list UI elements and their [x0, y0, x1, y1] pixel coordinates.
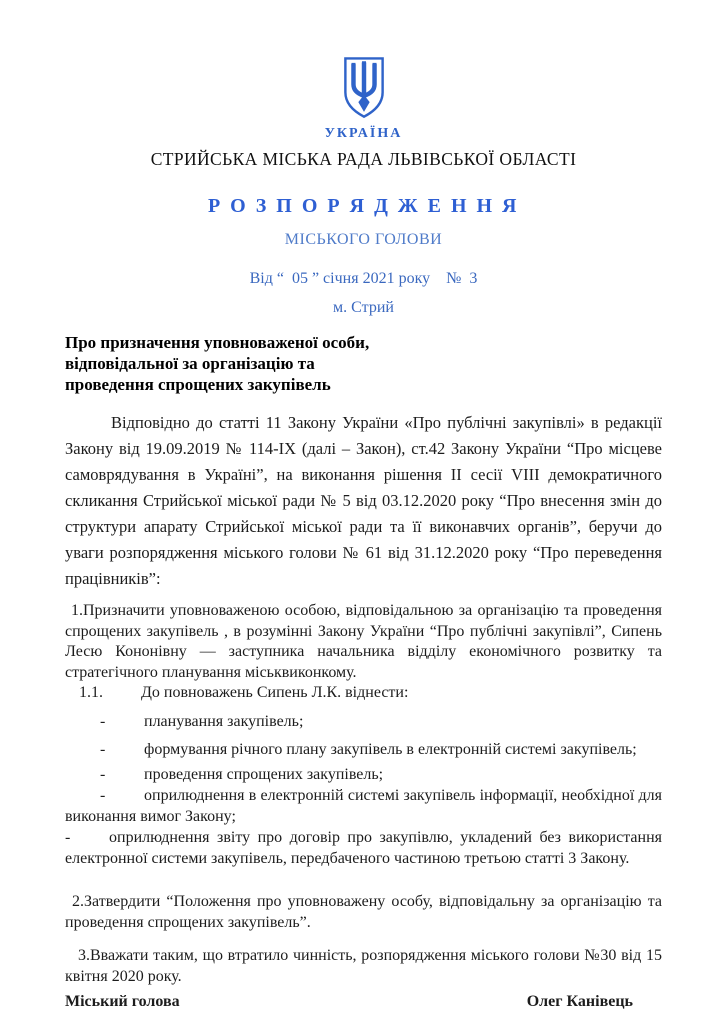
duty-item-1	[65, 712, 662, 733]
dash-marker: -	[100, 741, 106, 758]
duty-item-3	[65, 765, 662, 786]
duty-item-2-text: формування річного плану закупівель в електронній системі закупівель;	[144, 741, 637, 758]
subject-line-3: проведення спрощених закупівель	[65, 375, 331, 394]
subject-line-1: Про призначення уповноваженої особи,	[65, 333, 370, 352]
duty-item-2	[65, 740, 662, 761]
duty-item-4-text: оприлюднення в електронній системі закупівель інформації, необхідної для виконання вимог Закону;	[65, 787, 662, 825]
signatory-title: Міський голова	[65, 993, 180, 1010]
dash-marker: -	[65, 829, 71, 846]
duty-item-5	[65, 828, 662, 869]
trident-icon	[337, 56, 391, 124]
document-subject	[65, 332, 662, 395]
document-place: м. Стрий	[333, 299, 394, 316]
duty-item-4	[65, 786, 662, 827]
document-type-title: Р О З П О Р Я Д Ж Е Н Н Я	[207, 195, 520, 217]
clause-1-1-paragraph	[65, 683, 662, 704]
document-date-number: Від “ 05 ” січня 2021 року № 3	[249, 270, 478, 287]
dash-marker: -	[100, 712, 106, 730]
council-name: СТРИЙСЬКА МІСЬКА РАДА ЛЬВІВСЬКОЇ ОБЛАСТІ	[150, 149, 577, 169]
duty-item-1-text: планування закупівель;	[144, 712, 304, 730]
clause-3-paragraph: 3.Вважати таким, що втратило чинність, розпорядження міського голови №30 від 15 квітня 2020 року.	[65, 947, 662, 985]
clause-1-1-number: 1.1.	[79, 684, 103, 701]
emblem-block	[65, 56, 662, 142]
dash-marker: -	[100, 765, 106, 783]
preamble-paragraph: Відповідно до статті 11 Закону України «Про публічні закупівлі» в редакції Закону від 19.09.2019 № 114-ІХ (далі – Закон), ст.42 Закону України “Про місцеве самоврядування в Україні”, на виконання рішення ІІ сесії VIII демократичного скликання Стрийської міської ради № 5 від 03.12.2020 року “Про внесення змін до структури апарату Стрийської міської ради та її виконавчих органів”, беручи до уваги розпорядження міського голови № 61 від 31.12.2020 року “Про переведення працівників”:	[65, 413, 662, 588]
signatory-name: Олег Канівець	[526, 993, 633, 1010]
dash-marker: -	[100, 787, 106, 804]
clause-1-1-text: До повноважень Сипень Л.К. віднести:	[141, 684, 409, 701]
document-author-subtitle: МІСЬКОГО ГОЛОВИ	[284, 231, 443, 248]
subject-line-2: відповідальної за організацію та	[65, 354, 315, 373]
signature-block	[65, 993, 662, 1011]
duty-item-3-text: проведення спрощених закупівель;	[144, 765, 384, 783]
clause-2-paragraph: 2.Затвердити “Положення про уповноважену особу, відповідальну за організацію та проведення спрощених закупівель”.	[65, 893, 662, 931]
clause-1-paragraph: 1.Призначити уповноваженою особою, відповідальною за організацію та проведення спрощених закупівель , в розумінні Закону України “Про публічні закупівлі”, Сипень Лесю Кононівну — заступника начальника відділу економічного розвитку та стратегічного планування міськвиконкому.	[65, 602, 662, 681]
country-name: УКРАЇНА	[324, 126, 403, 141]
duty-item-5-text: оприлюднення звіту про договір про закупівлю, укладений без використання електронної системи закупівель, передбаченого частиною третьою статті 3 Закону.	[65, 829, 662, 867]
